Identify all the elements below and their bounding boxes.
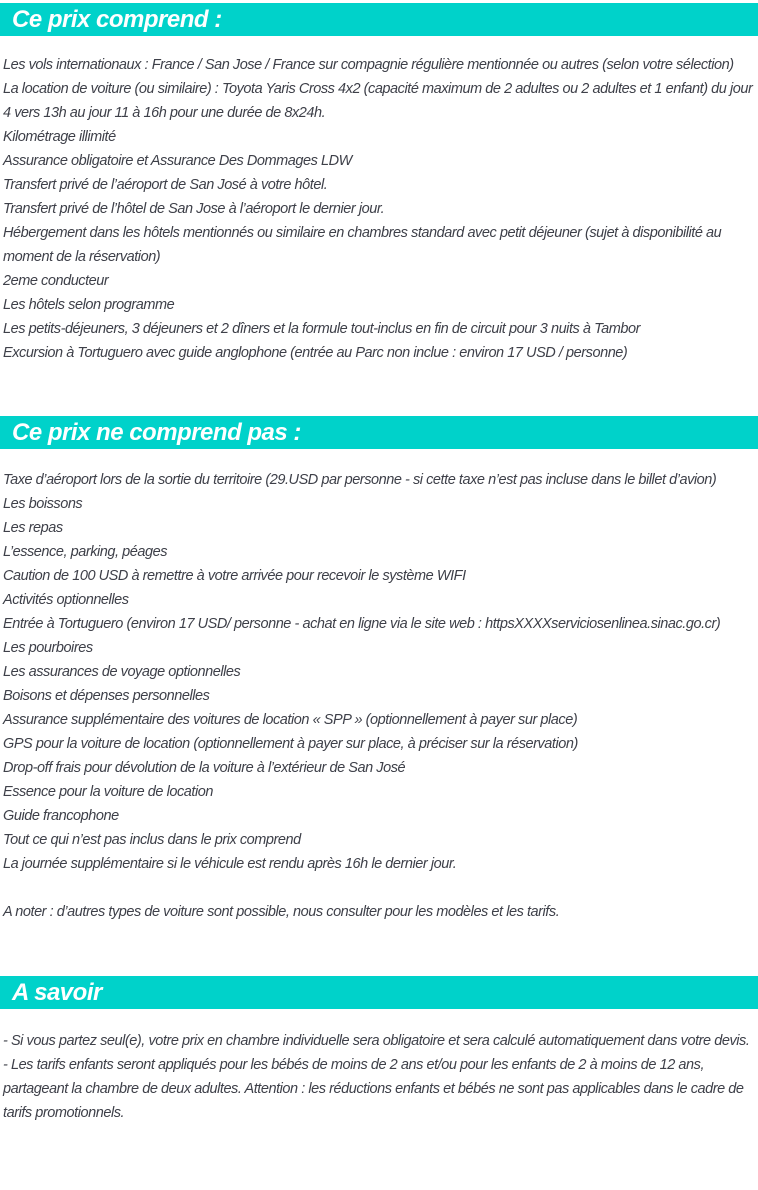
list-item: 2eme conducteur — [3, 273, 109, 289]
list-item: Assurance obligatoire et Assurance Des Dommages LDW — [3, 153, 352, 169]
section-title: Ce prix ne comprend pas : — [12, 419, 301, 446]
section-body — [0, 1029, 758, 1139]
list-item: Les pourboires — [3, 640, 93, 656]
section-header-bar — [0, 976, 758, 1009]
section-body — [0, 468, 758, 924]
list-item: Tout ce qui n’est pas inclus dans le prix comprend — [3, 832, 301, 848]
section-price-included — [0, 3, 758, 365]
price-conditions-page — [0, 3, 758, 1139]
note-paragraph: A noter : d’autres types de voiture sont possible, nous consulter pour les modèles et les tarifs. — [3, 904, 560, 920]
list-item: L’essence, parking, péages — [3, 544, 168, 560]
list-item: GPS pour la voiture de location (optionnellement à payer sur place, à préciser sur la réservation) — [3, 736, 578, 752]
list-item: Les repas — [3, 520, 63, 536]
list-item: Activités optionnelles — [3, 592, 129, 608]
list-item: Boisons et dépenses personnelles — [3, 688, 210, 704]
list-item: - Les tarifs enfants seront appliqués pour les bébés de moins de 2 ans et/ou pour les enfants de 2 à moins de 12 ans, partageant la chambre de deux adultes. Attention : les réductions enfants et bébés ne sont pas applicables dans le cadre de tarifs promotionnels. — [3, 1057, 744, 1121]
list-item: Taxe d’aéroport lors de la sortie du territoire (29.USD par personne - si cette taxe n’est pas incluse dans le billet d’avion) — [3, 472, 717, 488]
list-item: Les assurances de voyage optionnelles — [3, 664, 241, 680]
list-item: Hébergement dans les hôtels mentionnés ou similaire en chambres standard avec petit déjeuner (sujet à disponibilité au moment de la réservation) — [3, 225, 722, 265]
list-item: Entrée à Tortuguero (environ 17 USD/ personne - achat en ligne via le site web : httpsXXXXserviciosenlinea.sinac.go.cr) — [3, 616, 721, 632]
list-item: Transfert privé de l’aéroport de San José à votre hôtel. — [3, 177, 328, 193]
list-item: Les hôtels selon programme — [3, 297, 175, 313]
list-item: Les boissons — [3, 496, 83, 512]
list-item: Essence pour la voiture de location — [3, 784, 213, 800]
list-item: Guide francophone — [3, 808, 119, 824]
list-item: Caution de 100 USD à remettre à votre arrivée pour recevoir le système WIFI — [3, 568, 466, 584]
list-item: Excursion à Tortuguero avec guide anglophone (entrée au Parc non inclue : environ 17 USD / personne) — [3, 345, 628, 361]
section-header-bar — [0, 416, 758, 449]
section-a-savoir — [0, 976, 758, 1139]
list-item: La journée supplémentaire si le véhicule est rendu après 16h le dernier jour. — [3, 856, 457, 872]
section-body — [0, 53, 758, 365]
section-title: A savoir — [12, 979, 102, 1006]
list-item: La location de voiture (ou similaire) : Toyota Yaris Cross 4x2 (capacité maximum de 2 adultes ou 2 adultes et 1 enfant) du jour 4 vers 13h au jour 11 à 16h pour une durée de 8x24h. — [3, 81, 753, 121]
list-item: Kilométrage illimité — [3, 129, 116, 145]
section-title: Ce prix comprend : — [12, 6, 222, 33]
list-item: Les vols internationaux : France / San Jose / France sur compagnie régulière mentionnée ou autres (selon votre sélection) — [3, 57, 734, 73]
list-item: Les petits-déjeuners, 3 déjeuners et 2 dîners et la formule tout-inclus en fin de circuit pour 3 nuits à Tambor — [3, 321, 641, 337]
section-header-bar — [0, 3, 758, 36]
list-item: Drop-off frais pour dévolution de la voiture à l’extérieur de San José — [3, 760, 406, 776]
list-item: Transfert privé de l’hôtel de San Jose à l’aéroport le dernier jour. — [3, 201, 385, 217]
list-item: Assurance supplémentaire des voitures de location « SPP » (optionnellement à payer sur place) — [3, 712, 578, 728]
section-price-not-included — [0, 416, 758, 924]
list-item: - Si vous partez seul(e), votre prix en chambre individuelle sera obligatoire et sera calculé automatiquement dans votre devis. — [3, 1033, 750, 1049]
